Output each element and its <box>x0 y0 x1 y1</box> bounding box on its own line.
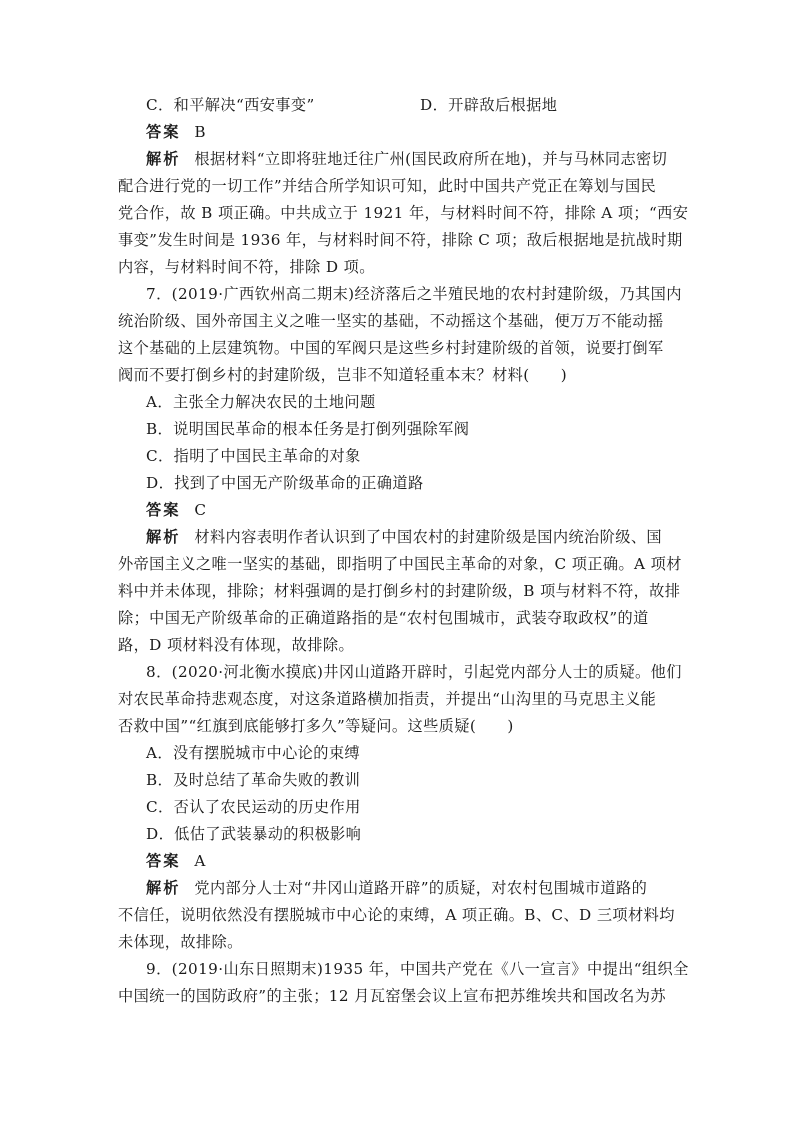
q7-analysis-line-3: 除；中国无产阶级革命的正确道路指的是“农村包围城市，武装夺取政权”的道 <box>118 609 649 627</box>
q7-stem-line-2: 这个基础的上层建筑物。中国的军阀只是这些乡村封建阶级的首领，说要打倒军 <box>118 339 664 357</box>
q9-stem-line-0: 9．(2019·山东日照期末)1935 年，中国共产党在《八一宣言》中提出“组织全 <box>146 960 689 978</box>
q8-stem-line-0: 8．(2020·河北衡水摸底)井冈山道路开辟时，引起党内部分人士的质疑。他们 <box>146 663 682 681</box>
q6-analysis-line-2: 党合作，故 B 项正确。中共成立于 1921 年，与材料时间不符，排除 A 项；“西安 <box>118 204 689 222</box>
analysis-label: 解析 <box>146 150 181 168</box>
q8-option-b: B．及时总结了革命失败的教训 <box>146 771 361 789</box>
q7-analysis-line-0 <box>118 524 682 551</box>
q8-option-c: C．否认了农民运动的历史作用 <box>146 798 361 816</box>
q7-analysis-line-1: 外帝国主义之唯一坚实的基础，即指明了中国民主革命的对象，C 项正确。A 项材 <box>118 555 682 573</box>
q6-analysis-line-4: 内容，与材料时间不符，排除 D 项。 <box>118 258 375 276</box>
q8-answer <box>118 848 682 875</box>
q6-analysis-line-3: 事变”发生时间是 1936 年，与材料时间不符，排除 C 项；敌后根据地是抗战时期 <box>118 231 683 249</box>
q7-option-b: B．说明国民革命的根本任务是打倒列强除军阀 <box>146 420 470 438</box>
q7-stem-line-1: 统治阶级、国外帝国主义之唯一坚实的基础，不动摇这个基础，便万万不能动摇 <box>118 312 664 330</box>
q6-option-c: C．和平解决“西安事变” <box>146 96 315 114</box>
q6-analysis-line-0 <box>118 146 682 173</box>
q9-stem-line-1: 中国统一的国防政府”的主张；12 月瓦窑堡会议上宣布把苏维埃共和国改名为苏 <box>118 987 666 1005</box>
q7-answer <box>118 497 682 524</box>
q8-analysis-line-2: 未体现，故排除。 <box>118 933 243 951</box>
q6-option-d: D．开辟敌后根据地 <box>420 96 558 114</box>
q8-stem-line-2: 否救中国”“红旗到底能够打多久”等疑问。这些质疑( ) <box>118 717 514 735</box>
analysis-label: 解析 <box>146 879 181 897</box>
answer-label: 答案 <box>146 852 181 870</box>
q8-stem-line-1: 对农民革命持悲观态度，对这条道路横加指责，并提出“山沟里的马克思主义能 <box>118 690 657 708</box>
q6-analysis-line-1: 配合进行党的一切工作”并结合所学知识可知，此时中国共产党正在筹划与国民 <box>118 177 657 195</box>
q6-options-row <box>118 92 682 119</box>
q8-analysis-line-0 <box>118 875 682 902</box>
document-page <box>118 92 689 1010</box>
answer-label: 答案 <box>146 123 181 141</box>
q7-option-d: D．找到了中国无产阶级革命的正确道路 <box>146 474 424 492</box>
answer-label: 答案 <box>146 501 181 519</box>
q7-answer-value: C <box>194 501 207 519</box>
q7-option-c: C．指明了中国民主革命的对象 <box>146 447 361 465</box>
analysis-text: 党内部分人士对“井冈山道路开辟”的质疑，对农村包围城市道路的 <box>194 879 648 897</box>
q8-analysis-line-1: 不信任，说明依然没有摆脱城市中心论的束缚，A 项正确。B、C、D 三项材料均 <box>118 906 675 924</box>
analysis-text: 根据材料“立即将驻地迁往广州(国民政府所在地)，并与马林同志密切 <box>194 150 668 168</box>
q8-option-d: D．低估了武装暴动的积极影响 <box>146 825 362 843</box>
q8-answer-value: A <box>194 852 206 870</box>
q8-option-a: A．没有摆脱城市中心论的束缚 <box>146 744 361 762</box>
q7-stem-line-0: 7．(2019·广西钦州高二期末)经济落后之半殖民地的农村封建阶级，乃其国内 <box>146 285 682 303</box>
q7-analysis-line-4: 路，D 项材料没有体现，故排除。 <box>118 636 355 654</box>
q7-option-a: A．主张全力解决农民的土地问题 <box>146 393 376 411</box>
q6-answer <box>118 119 682 146</box>
analysis-label: 解析 <box>146 528 181 546</box>
analysis-text: 材料内容表明作者认识到了中国农村的封建阶级是国内统治阶级、国 <box>194 528 662 546</box>
q6-answer-value: B <box>194 123 206 141</box>
q7-analysis-line-2: 料中并未体现，排除；材料强调的是打倒乡村的封建阶级，B 项与材料不符，故排 <box>118 582 681 600</box>
q7-stem-line-3: 阀而不要打倒乡村的封建阶级，岂非不知道轻重本末？材料( ) <box>118 366 568 384</box>
